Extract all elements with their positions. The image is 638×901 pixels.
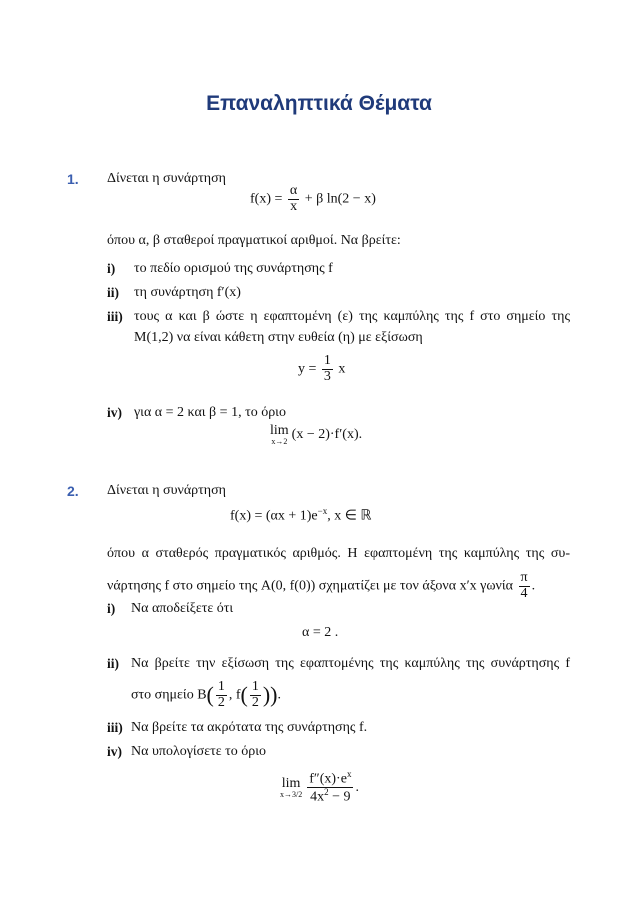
q2-limit-num-exp: x <box>346 769 352 779</box>
q2-ii-frac-a <box>216 680 227 710</box>
q2-iii-text: Να βρείτε τα ακρότατα της συνάρτησης f. <box>131 720 368 735</box>
q2-angle-end: . <box>531 578 536 594</box>
q2-limit-den-rest: − 9 <box>328 790 351 805</box>
q2-angle-den: 4 <box>520 585 528 601</box>
q2-limit-num <box>307 770 353 788</box>
q2-iv-label: iv) <box>107 744 122 759</box>
q2-para-line2: νάρτησης f στο σημείο της A(0, f(0)) σχηματίζει με τον άξονα x′x γωνία <box>107 578 513 594</box>
question-1-number: 1. <box>67 171 79 187</box>
q2-angle-num: π <box>520 570 528 585</box>
q1-i-label: i) <box>107 261 116 276</box>
q2-ii-paren-close: )) <box>262 682 278 708</box>
q2-limit-den-exp: 2 <box>324 787 329 798</box>
q2-ii-line2-pre: στο σημείο B <box>131 687 207 703</box>
q2-ii-pt-mid: , f <box>228 687 241 703</box>
q1-limit-expression <box>270 424 362 446</box>
q1-lim-expr: (x − 2)·f′(x). <box>291 427 363 443</box>
q2-ii-frac-a-den: 2 <box>217 694 225 710</box>
question-2-intro: Δίνεται η συνάρτηση <box>107 483 226 498</box>
q2-lim-sub: x→3/2 <box>280 789 303 799</box>
q2-function-equation <box>230 506 372 525</box>
q1-constants-text: όπου α, β σταθεροί πραγματικοί αριθμοί. Να βρείτε: <box>107 233 401 248</box>
q1-eq-fraction <box>288 184 299 214</box>
q1-line-num: 1 <box>323 353 331 368</box>
q1-iii-line2: M(1,2) να είναι κάθετη στην ευθεία (η) με εξίσωση <box>134 330 423 345</box>
q1-line-rhs: x <box>338 361 346 377</box>
q2-ii-label: ii) <box>107 656 119 671</box>
q2-i-equation: α = 2 . <box>302 625 339 640</box>
q1-ii-text: τη συνάρτηση f′(x) <box>134 285 241 300</box>
q1-lim-word: lim <box>270 423 289 438</box>
q1-line-equation <box>298 354 345 384</box>
q2-limit-end: . <box>355 780 359 796</box>
question-2-number: 2. <box>67 483 79 499</box>
q1-iii-line1: τους α και β ώστε η εφαπτομένη (ε) της καμπύλης της f στο σημείο της <box>134 309 570 324</box>
q2-limit-expression <box>280 770 359 806</box>
q2-angle-fraction <box>519 571 530 601</box>
q1-line-lhs: y = <box>298 361 317 377</box>
q1-line-fraction <box>322 354 333 384</box>
q2-i-text: Να αποδείξετε ότι <box>131 601 234 616</box>
q2-lim-word: lim <box>281 775 301 791</box>
q2-ii-line1: Να βρείτε την εξίσωση της εφαπτομένης της καμπύλης της συνάρτησης f <box>131 656 570 671</box>
q2-ii-frac-a-num: 1 <box>217 679 225 694</box>
q1-iv-text: για α = 2 και β = 1, το όριο <box>134 405 286 420</box>
q2-para-line1: όπου α σταθερός πραγματικός αριθμός. Η εφαπτομένη της καμπύλης της συ- <box>107 546 570 561</box>
q2-ii-line2-row <box>131 680 281 710</box>
q1-lim-sub: x→2 <box>271 437 288 446</box>
q1-eq-rhs: + β ln(2 − x) <box>304 191 376 207</box>
q2-ii-pt-end: . <box>277 687 282 703</box>
q1-eq-den: x <box>290 198 298 214</box>
q2-para-line2-row <box>107 571 535 601</box>
q1-iii-label: iii) <box>107 309 123 324</box>
q2-eq-main: f(x) = (αx + 1)e <box>230 508 318 524</box>
q2-iii-label: iii) <box>107 720 123 735</box>
q1-eq-num: α <box>289 183 298 198</box>
q1-line-den: 3 <box>323 368 331 384</box>
q1-eq-lhs: f(x) = <box>250 191 283 207</box>
q1-limit-operator <box>270 424 289 446</box>
q2-limit-fraction <box>307 770 353 806</box>
q2-ii-frac-b-den: 2 <box>251 694 259 710</box>
q2-ii-frac-b-num: 1 <box>251 679 259 694</box>
q1-function-equation <box>250 184 376 214</box>
q2-limit-operator <box>280 777 302 799</box>
q2-ii-paren-open: ( <box>206 682 214 708</box>
q2-ii-inner-open: ( <box>240 682 248 708</box>
q1-ii-label: ii) <box>107 285 119 300</box>
q2-iv-text: Να υπολογίσετε το όριο <box>131 744 266 759</box>
q2-i-label: i) <box>107 601 116 616</box>
page-title: Επαναληπτικά Θέματα <box>206 92 432 115</box>
q2-eq-exp: −x <box>317 506 328 516</box>
q2-limit-den <box>308 788 352 805</box>
q2-ii-frac-b <box>250 680 261 710</box>
question-1-intro: Δίνεται η συνάρτηση <box>107 171 226 186</box>
q1-iv-label: iv) <box>107 405 122 420</box>
q2-limit-den-text: 4x <box>310 790 325 805</box>
q2-eq-domain: , x ∈ ℝ <box>327 508 372 524</box>
q1-i-text: το πεδίο ορισμού της συνάρτησης f <box>134 261 333 276</box>
q2-limit-num-text: f″(x)·e <box>309 771 347 787</box>
